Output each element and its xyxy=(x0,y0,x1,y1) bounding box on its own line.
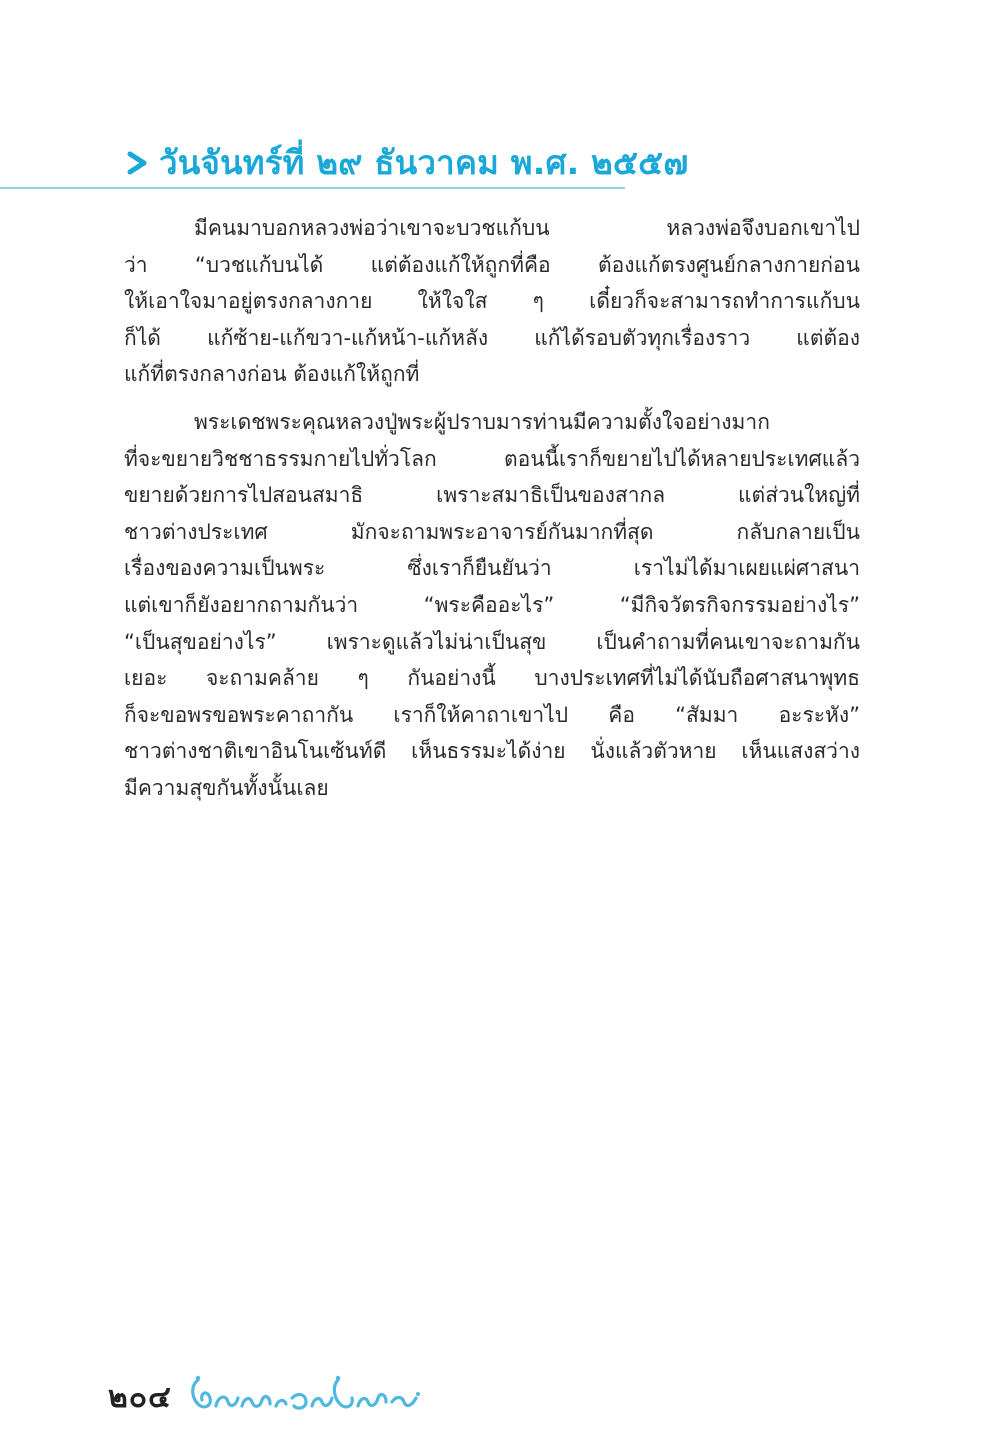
text-line: แต่เขาก็ยังอยากถามกันว่า “พระคืออะไร” “มีกิจวัตรกิจกรรมอย่างไร” xyxy=(124,592,860,617)
text-line: ก็จะขอพรขอพระคาถากัน เราก็ให้คาถาเขาไป คือ “สัมมา อะระหัง” xyxy=(124,702,860,727)
paragraph-1 xyxy=(124,210,860,393)
text-line: “เป็นสุขอย่างไร” เพราะดูแล้วไม่น่าเป็นสุข เป็นคำถามที่คนเขาจะถามกัน xyxy=(124,629,860,654)
section-date-title: วันจันทร์ที่ ๒๙ ธันวาคม พ.ศ. ๒๕๕๗ xyxy=(159,143,689,182)
paragraph-2 xyxy=(124,404,860,807)
section-header xyxy=(125,136,688,189)
text-line: ขยายด้วยการไปสอนสมาธิ เพราะสมาธิเป็นของสากล แต่ส่วนใหญ่ที่ xyxy=(124,483,860,508)
text-line: เยอะ จะถามคล้าย ๆ กันอย่างนี้ บางประเทศที่ไม่ได้นับถือศาสนาพุทธ xyxy=(124,666,860,691)
text-line: ชาวต่างชาติเขาอินโนเซ้นท์ดี เห็นธรรมะได้ง่าย นั่งแล้วตัวหาย เห็นแสงสว่าง xyxy=(124,739,860,764)
text-line: เรื่องของความเป็นพระ ซึ่งเราก็ยืนยันว่า เราไม่ได้มาเผยแผ่ศาสนา xyxy=(124,556,860,581)
book-title-logo-icon xyxy=(186,1372,426,1422)
text-line: มีความสุขกันทั้งนั้นเลย xyxy=(124,775,329,800)
page-number: ๒๐๔ xyxy=(108,1379,172,1415)
page-footer xyxy=(108,1372,426,1422)
text-line: ว่า “บวชแก้บนได้ แต่ต้องแก้ให้ถูกที่คือ ต้องแก้ตรงศูนย์กลางกายก่อน xyxy=(124,252,860,277)
text-line: พระเดชพระคุณหลวงปู่พระผู้ปราบมารท่านมีความตั้งใจอย่างมาก xyxy=(194,409,770,434)
chevron-right-icon xyxy=(125,145,151,181)
header-divider xyxy=(0,187,625,189)
text-line: ที่จะขยายวิชชาธรรมกายไปทั่วโลก ตอนนี้เราก็ขยายไปได้หลายประเทศแล้ว xyxy=(124,446,860,471)
text-line: ชาวต่างประเทศ มักจะถามพระอาจารย์กันมากที่สุด กลับกลายเป็น xyxy=(124,519,860,544)
text-line: แก้ที่ตรงกลางก่อน ต้องแก้ให้ถูกที่ xyxy=(124,362,420,387)
text-line: มีคนมาบอกหลวงพ่อว่าเขาจะบวชแก้บน หลวงพ่อจึงบอกเขาไป xyxy=(194,216,860,240)
text-line: ให้เอาใจมาอยู่ตรงกลางกาย ให้ใจใส ๆ เดี๋ยวก็จะสามารถทำการแก้บน xyxy=(124,289,860,314)
body-text xyxy=(124,210,860,818)
text-line: ก็ได้ แก้ซ้าย-แก้ขวา-แก้หน้า-แก้หลัง แก้ได้รอบตัวทุกเรื่องราว แต่ต้อง xyxy=(124,325,860,350)
